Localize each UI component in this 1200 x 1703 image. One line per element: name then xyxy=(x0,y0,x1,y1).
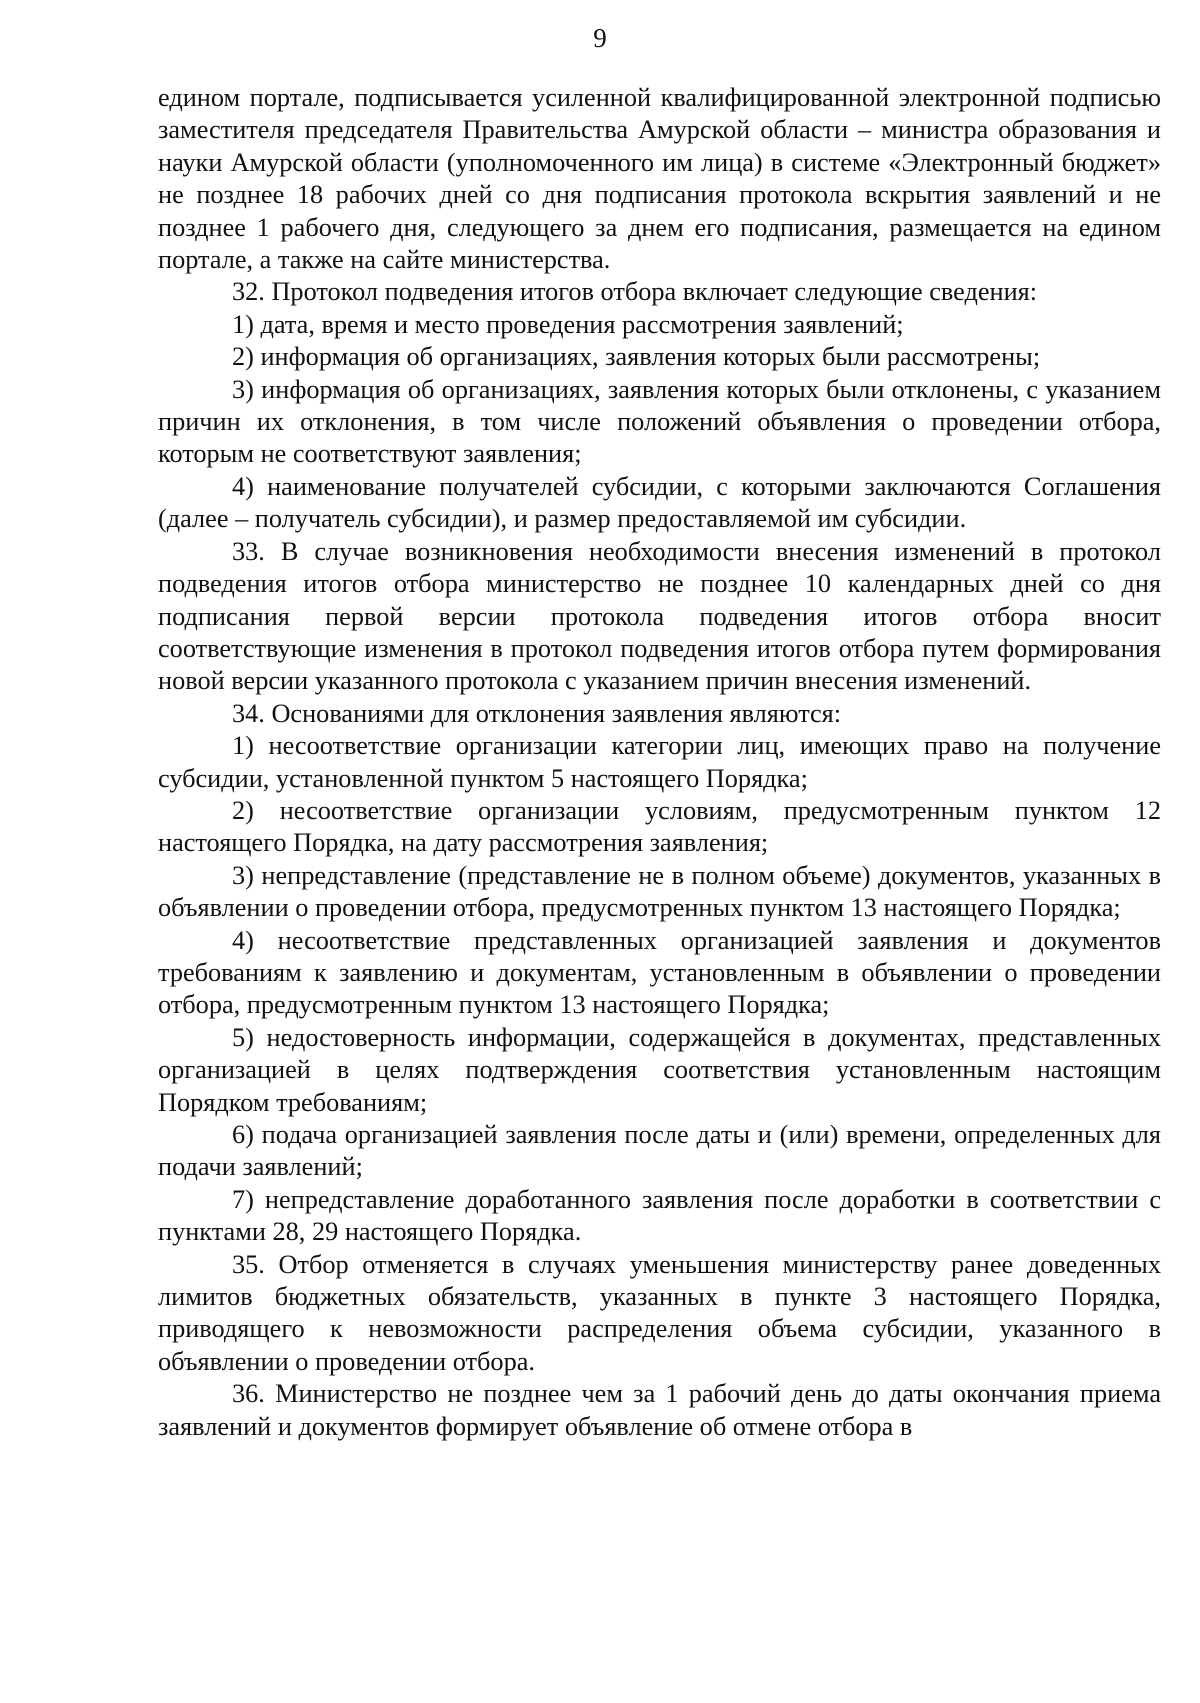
paragraph: 2) информация об организациях, заявления которых были рассмотрены; xyxy=(232,342,1041,372)
paragraph: 35. Отбор отменяется в случаях уменьшения министерству ранее доведенных лимитов бюджетных обязательств, указанных в пункте 3 настоящего Порядка, приводящего к невозможности распределения объема субсидии, указанного в объявлении о проведении отбора. xyxy=(158,1249,1161,1376)
paragraph: 33. В случае возникновения необходимости внесения изменений в протокол подведения итогов отбора министерство не позднее 10 календарных дней со дня подписания первой версии протокола подведения итогов отбора вносит соответствующие изменения в протокол подведения итогов отбора путем формирования новой версии указанного протокола с указанием причин внесения изменений. xyxy=(158,536,1161,696)
paragraph: 36. Министерство не позднее чем за 1 рабочий день до даты окончания приема заявлений и документов формирует объявление об отмене отбора в xyxy=(158,1379,1161,1441)
paragraph: 6) подача организацией заявления после даты и (или) времени, определенных для подачи заявлений; xyxy=(158,1120,1161,1182)
paragraph: 34. Основаниями для отклонения заявления являются: xyxy=(232,698,842,728)
paragraph: 3) непредставление (представление не в полном объеме) документов, указанных в объявлении о проведении отбора, предусмотренных пунктом 13 настоящего Порядка; xyxy=(158,860,1161,923)
paragraph: 32. Протокол подведения итогов отбора включает следующие сведения: xyxy=(232,277,1038,307)
paragraph: 1) несоответствие организации категории лиц, имеющих право на получение субсидии, установленной пунктом 5 настоящего Порядка; xyxy=(158,731,1161,793)
paragraph: 1) дата, время и место проведения рассмотрения заявлений; xyxy=(232,309,904,339)
paragraph: едином портале, подписывается усиленной квалифицированной электронной подписью заместителя председателя Правительства Амурской области – министра образования и науки Амурской области (уполномоченного им лица) в системе «Электронный бюджет» не позднее 18 рабочих дней со дня подписания протокола вскрытия заявлений и не позднее 1 рабочего дня, следующего за днем его подписания, размещается на едином портале, а также на сайте министерства. xyxy=(158,83,1161,275)
paragraph: 3) информация об организациях, заявления которых были отклонены, с указанием причин их отклонения, в том числе положений объявления о проведении отбора, которым не соответствуют заявления; xyxy=(158,374,1161,469)
page-number: 9 xyxy=(593,23,607,53)
paragraph: 4) несоответствие представленных организацией заявления и документов требованиям к заявлению и документам, установленным в объявлении о проведении отбора, предусмотренным пунктом 13 настоящего Порядка; xyxy=(158,925,1161,1020)
paragraph: 7) непредставление доработанного заявления после доработки в соответствии с пунктами 28, 29 настоящего Порядка. xyxy=(158,1184,1161,1247)
paragraph: 2) несоответствие организации условиям, предусмотренным пунктом 12 настоящего Порядка, на дату рассмотрения заявления; xyxy=(158,795,1161,858)
document-body xyxy=(158,82,1161,1443)
paragraph: 5) недостоверность информации, содержащейся в документах, представленных организацией в целях подтверждения соответствия установленным настоящим Порядком требованиям; xyxy=(158,1022,1161,1117)
paragraph: 4) наименование получателей субсидии, с которыми заключаются Соглашения (далее – получатель субсидии), и размер предоставляемой им субсидии. xyxy=(158,471,1161,534)
